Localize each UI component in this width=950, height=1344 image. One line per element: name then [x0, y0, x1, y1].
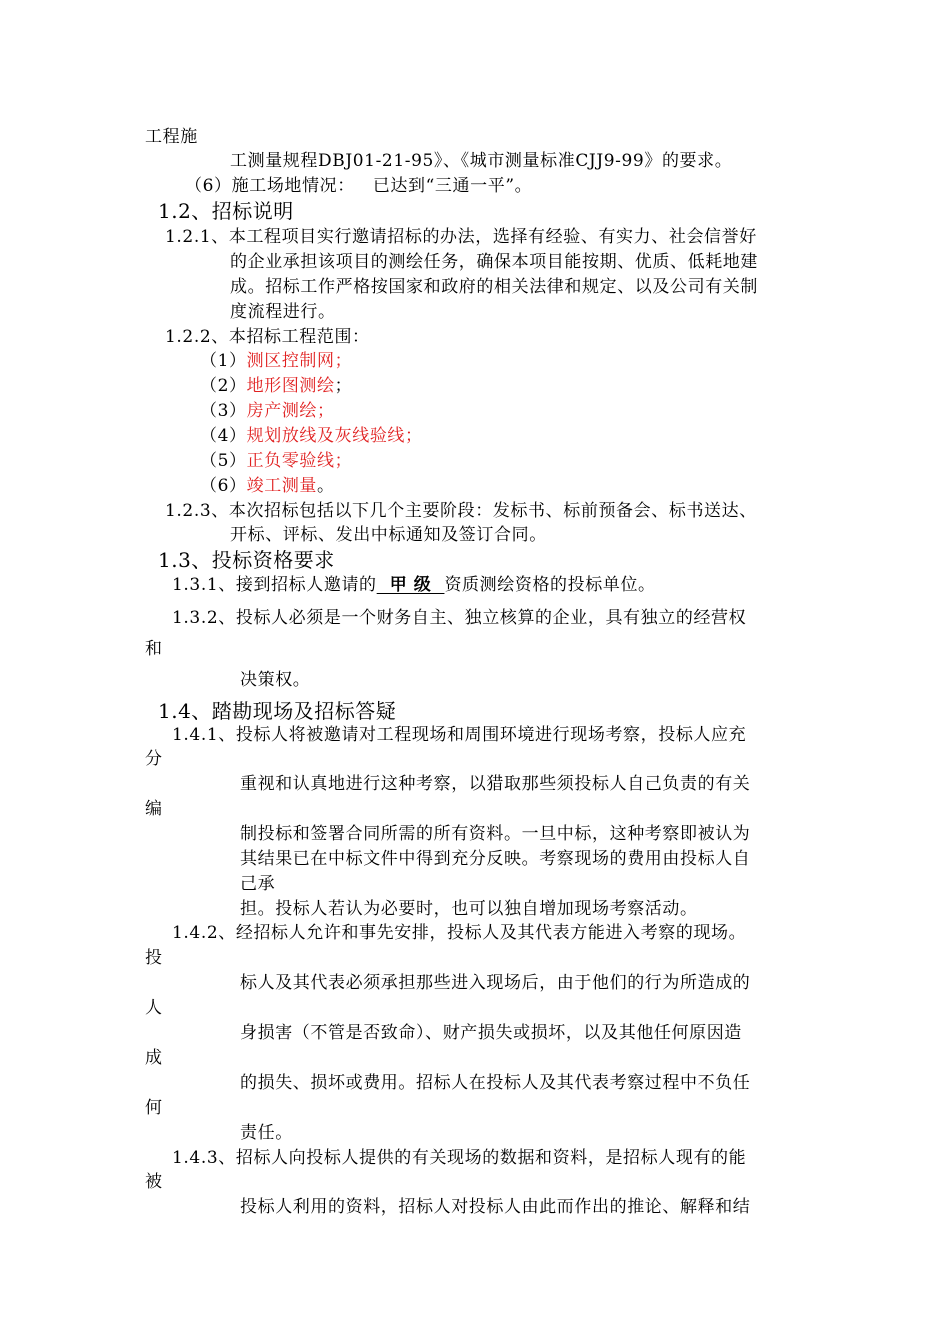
text-line: 1.2.1、本工程项目实行邀请招标的办法，选择有经验、有实力、社会信誉好 — [165, 227, 757, 247]
text-line: 重视和认真地进行这种考察，以猎取那些须投标人自己负责的有关 — [240, 774, 751, 794]
scope-item — [200, 475, 335, 497]
section-heading: 1.4、踏勘现场及招标答疑 — [158, 699, 397, 723]
site-condition-label: （6）施工场地情况： — [185, 176, 355, 196]
text-line: 身损害（不管是否致命）、财产损失或损坏，以及其他任何原因造 — [240, 1023, 742, 1043]
text-line: 开标、评标、发出中标通知及签订合同。 — [230, 525, 547, 545]
site-condition-value: 已达到“三通一平”。 — [372, 176, 533, 196]
text-line: 责任。 — [240, 1123, 293, 1143]
text-line: 的企业承担该项目的测绘任务，确保本项目能按期、优质、低耗地建 — [230, 252, 758, 272]
scope-item-punct: 。 — [317, 476, 335, 496]
text-line: 投标人利用的资料，招标人对投标人由此而作出的推论、解释和结 — [240, 1197, 751, 1217]
text-line: 1.2.2、本招标工程范围： — [165, 327, 370, 347]
text-line: 1.4.3、招标人向投标人提供的有关现场的数据和资料，是招标人现有的能 — [172, 1148, 747, 1168]
scope-item — [200, 400, 335, 422]
scope-item-text: 正负零验线； — [246, 451, 353, 471]
text-line: 人 — [145, 998, 163, 1018]
scope-item-text: 规划放线及灰线验线； — [246, 426, 423, 446]
text-line: 担。投标人若认为必要时，也可以独自增加现场考察活动。 — [240, 899, 698, 919]
scope-item-number: （3） — [200, 401, 247, 421]
text-line: 何 — [145, 1098, 163, 1118]
scope-item — [200, 425, 423, 447]
text-line: 标人及其代表必须承担那些进入现场后，由于他们的行为所造成的 — [240, 973, 751, 993]
scope-item-number: （4） — [200, 426, 247, 446]
text-line: 分 — [145, 749, 163, 769]
scope-item — [200, 375, 352, 397]
text-line: 其结果已在中标文件中得到充分反映。考察现场的费用由投标人自 — [240, 849, 751, 869]
scope-item-text: 竣工测量 — [246, 476, 318, 496]
text-line: 编 — [145, 799, 163, 819]
scope-item-number: （6） — [200, 476, 247, 496]
text-line: 度流程进行。 — [230, 302, 336, 322]
text-line — [172, 574, 656, 596]
text-line: 己承 — [240, 874, 276, 894]
qualification-lead: 1.3.1、接到招标人邀请的 — [172, 575, 377, 595]
scope-item-number: （1） — [200, 351, 247, 371]
scope-item — [200, 350, 352, 372]
scope-item-punct: ； — [334, 376, 353, 396]
text-line — [185, 175, 532, 197]
section-heading: 1.3、投标资格要求 — [158, 548, 335, 572]
scope-item-number: （2） — [200, 376, 247, 396]
text-line: 1.4.1、投标人将被邀请对工程现场和周围环境进行现场考察，投标人应充 — [172, 725, 747, 745]
scope-item-text: 地形图测绘 — [246, 376, 335, 396]
text-line: 1.4.2、经招标人允许和事先安排，投标人及其代表方能进入考察的现场。 — [172, 923, 747, 943]
text-line: 成 — [145, 1048, 163, 1068]
text-line: 工程施 — [145, 127, 198, 147]
qualification-grade: 甲 级 — [376, 575, 445, 595]
scope-item — [200, 450, 352, 472]
text-line: 制投标和签署合同所需的所有资料。一旦中标，这种考察即被认为 — [240, 824, 751, 844]
text-line: 工测量规程DBJ01-21-95》、《城市测量标准CJJ9-99》的要求。 — [230, 151, 733, 171]
section-heading: 1.2、招标说明 — [158, 199, 294, 223]
scope-item-text: 房产测绘； — [246, 401, 335, 421]
text-line: 1.2.3、本次招标包括以下几个主要阶段：发标书、标前预备会、标书送达、 — [165, 501, 757, 521]
text-line: 成。招标工作严格按国家和政府的相关法律和规定、以及公司有关制 — [230, 277, 758, 297]
text-line: 1.3.2、投标人必须是一个财务自主、独立核算的企业，具有独立的经营权 — [172, 608, 747, 628]
scope-item-text: 测区控制网； — [246, 351, 353, 371]
text-line: 投 — [145, 948, 163, 968]
text-line: 决策权。 — [240, 670, 311, 690]
text-line: 被 — [145, 1172, 163, 1192]
text-line: 的损失、损坏或费用。招标人在投标人及其代表考察过程中不负任 — [240, 1073, 751, 1093]
qualification-tail: 资质测绘资格的投标单位。 — [444, 575, 656, 595]
scope-item-number: （5） — [200, 451, 247, 471]
text-line: 和 — [145, 639, 163, 659]
